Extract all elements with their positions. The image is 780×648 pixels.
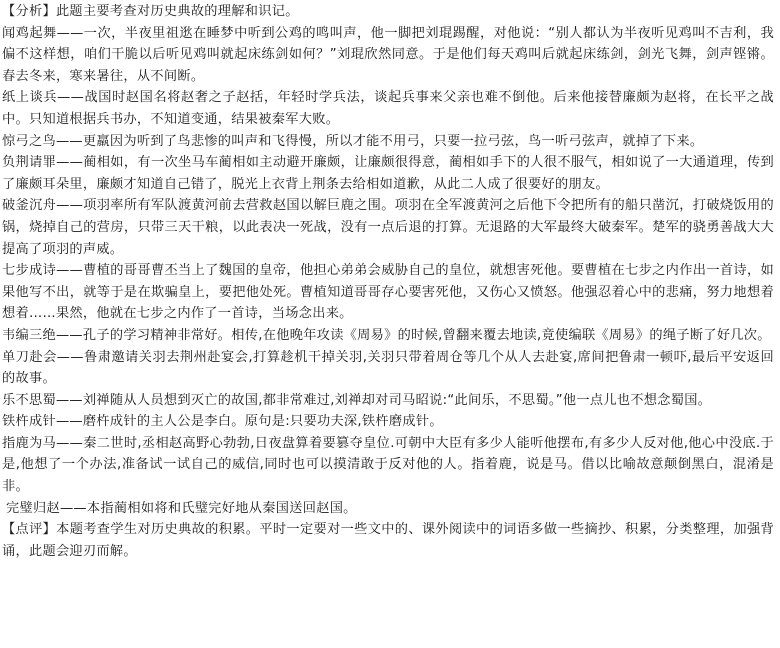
- idiom-zhi-lu-wei-ma: 指鹿为马——秦二世时,丞相赵高野心勃勃,日夜盘算着要篡夺皇位.可朝中大臣有多少人能听他摆布,有多少人反对他,他心中没底.于是,他想了一个办法,准备试一试自己的威信,同时也可以摸清敢于反对他的人。指着鹿，说是马。借以比喻故意颠倒黑白，混淆是非。: [2, 435, 774, 495]
- idiom-tie-chu-cheng-zhen: 铁杵成针——磨杵成针的主人公是李白。原句是:只要功夫深,铁杵磨成针。: [2, 414, 443, 430]
- idiom-wei-bian-san-jue: 韦编三绝——孔子的学习精神非常好。相传,在他晚年攻读《周易》的时候,曾翻来覆去地读,竟使编联《周易》的绳子断了好几次。: [2, 327, 771, 343]
- idiom-zhi-shang-tan-bing: 纸上谈兵——战国时赵国名将赵奢之子赵括，年轻时学兵法，谈起兵事来父亲也难不倒他。后来他接替廉颇为赵将，在长平之战中。只知道根据兵书办，不知道变通，结果被秦军大败。: [2, 90, 774, 127]
- idiom-wan-bi-gui-zhao: 完璧归赵——本指蔺相如将和氏璧完好地从秦国送回赵国。: [6, 500, 357, 516]
- idiom-po-fu-chen-zhou: 破釜沉舟——项羽率所有军队渡黄河前去营救赵国以解巨鹿之围。项羽在全军渡黄河之后他下令把所有的船只凿沉，打破烧饭用的锅，烧掉自己的营房，只带三天干粮，以此表决一死战，没有一点后退的打算。无退路的大军最终大破秦军。楚军的骁勇善战大大提高了项羽的声威。: [2, 198, 774, 257]
- comment-summary: 【点评】本题考查学生对历史典故的积累。平时一定要对一些文中的、课外阅读中的词语多做一些摘抄、积累，分类整理，加强背诵，此题会迎刃而解。: [2, 522, 774, 559]
- idiom-qi-bu-cheng-shi: 七步成诗——曹植的哥哥曹丕当上了魏国的皇帝，他担心弟弟会威胁自己的皇位，就想害死他。要曹植在七步之内作出一首诗，如果他写不出，就等于是在欺骗皇上，要把他处死。曹植知道哥哥存心要害死他，又伤心又愤怒。他强忍着心中的悲痛，努力地想着想着……果然，他就在七步之内作了一首诗，当场念出来。: [2, 263, 774, 322]
- idiom-le-bu-si-shu: 乐不思蜀——刘禅随从人员想到灭亡的故国,都非常难过,刘禅却对司马昭说:“此间乐，不思蜀。”他一点儿也不想念蜀国。: [2, 392, 712, 408]
- idiom-wen-ji-qi-wu: 闻鸡起舞——一次，半夜里祖逖在睡梦中听到公鸡的鸣叫声，他一脚把刘琨踢醒，对他说：“别人都认为半夜听见鸡叫不吉利，我偏不这样想，咱们干脆以后听见鸡叫就起床练剑如何？”刘琨欣然同意。于是他们每天鸡叫后就起床练剑，剑光飞舞，剑声铿锵。春去冬来，寒来暑往，从不间断。: [2, 25, 774, 84]
- idiom-fu-jing-qing-zui: 负荆请罪——蔺相如，有一次坐马车蔺相如主动避开廉颇，让廉颇很得意，蔺相如手下的人很不服气，相如说了一大通道理，传到了廉颇耳朵里，廉颇才知道自己错了，脱光上衣背上荆条去给相如道歉，从此二人成了很要好的朋友。: [2, 155, 774, 192]
- analysis-intro: 【分析】此题主要考查对历史典故的理解和识记。: [2, 4, 299, 19]
- idiom-jing-gong-zhi-niao: 惊弓之鸟——更羸因为听到了鸟悲惨的叫声和飞得慢，所以才能不用弓，只要一拉弓弦，鸟一听弓弦声，就掉了下来。: [2, 133, 704, 149]
- idiom-dan-dao-fu-hui: 单刀赴会——鲁肃邀请关羽去荆州赴宴会,打算趁机干掉关羽,关羽只带着周仓等几个从人去赴宴,席间把鲁肃一顿吓,最后平安返回的故事。: [2, 349, 774, 387]
